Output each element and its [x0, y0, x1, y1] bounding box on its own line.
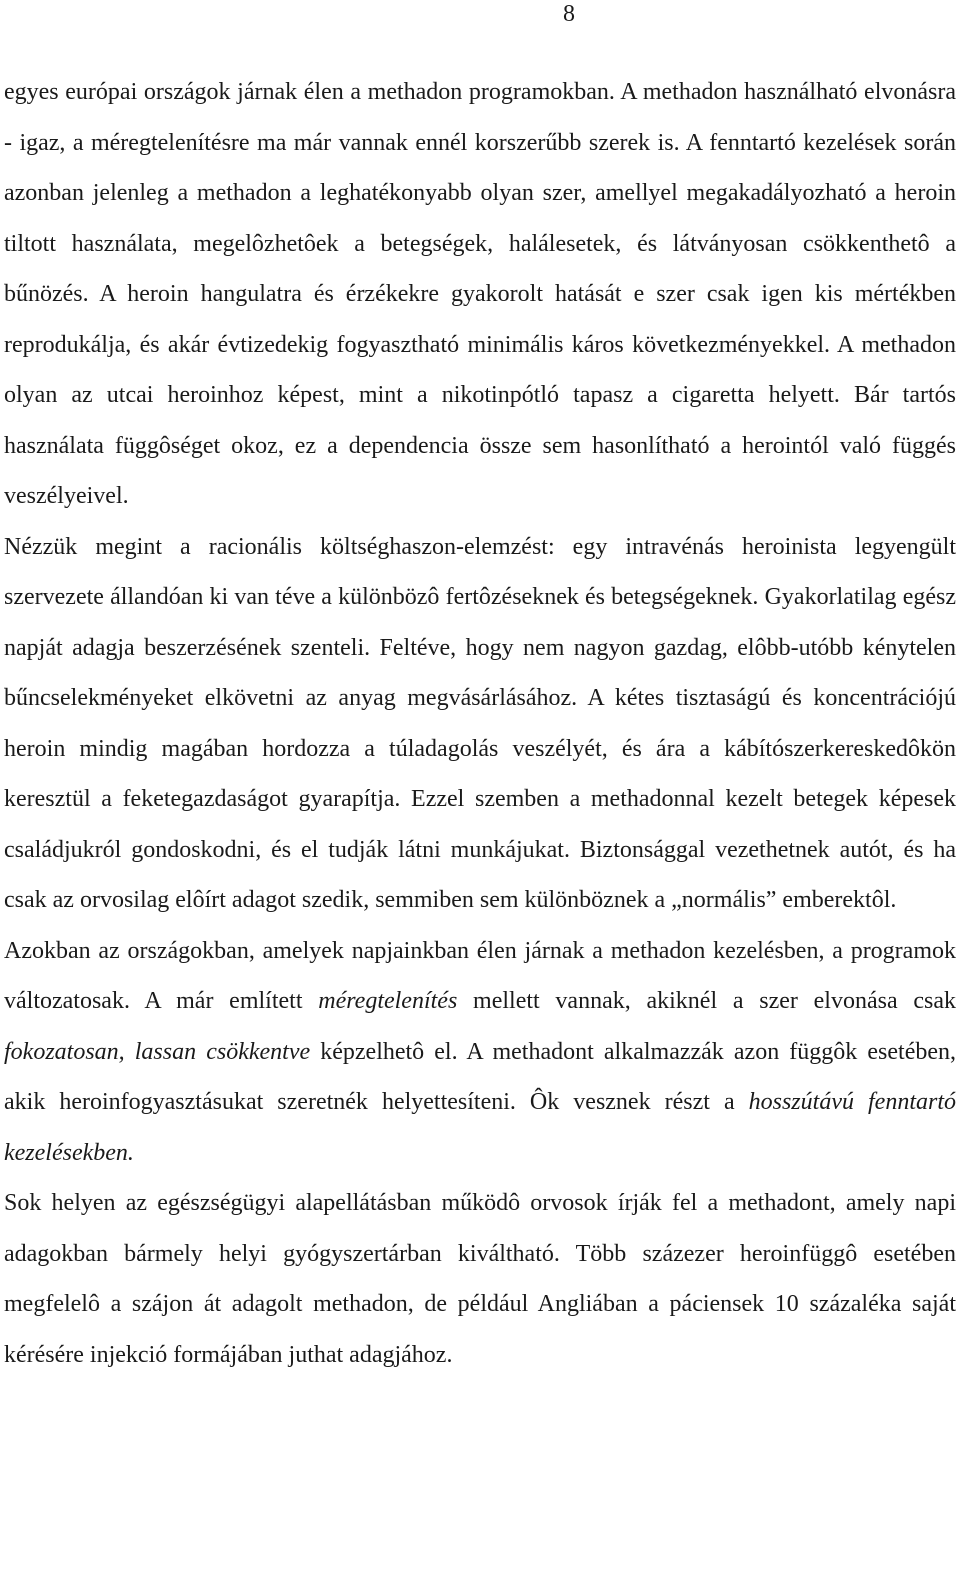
text-run: képzelhetô el. A methadont alkalmazzák azon függôk esetében, akik heroinfogyasztásukat szeretnék helyettesíteni. Ôk vesznek részt a — [4, 1038, 957, 1115]
page-number: 8 — [563, 1, 575, 27]
text-run: Sok helyen az egészségügyi alapellátásban működô orvosok írják fel a methadont, amely napi adagokban bármely helyi gyógyszertárban kiváltható. Több százezer heroinfüggô esetében megfelelô a szájon át adagolt methadon, de például Angliában a páciensek 10 százaléka saját kérésére injekció formájában juthat adagjához. — [4, 1190, 956, 1368]
italic-text: fokozatosan, lassan csökkentve — [4, 1038, 311, 1065]
text-run: egyes európai országok járnak élen a methadon programokban. A methadon használható elvonásra - igaz, a méregtelenítésre ma már vannak ennél korszerűbb szerek is. A fenntartó kezelések során azonban jelenleg a methadon a leghatékonyabb olyan szer, amellyel megakadályozható a heroin tiltott használata, megelôzhetôek a betegségek, halálesetek, és látványosan csökkenthetô a bűnözés. A heroin hangulatra és érzékekre gyakorolt hatását e szer csak igen kis mértékben reprodukálja, és akár évtizedekig fogyasztható minimális káros következményekkel. A methadon olyan az utcai heroinhoz képest, mint a nikotinpótló tapasz a cigaretta helyett. Bár tartós használata függôséget okoz, ez a dependencia össze sem hasonlítható a herointól való függés veszélyeivel. — [4, 79, 956, 509]
body-text — [4, 67, 956, 1380]
paragraph — [4, 67, 956, 522]
paragraph — [4, 1178, 956, 1380]
text-run: Azokban az országokban, amelyek napjainkban élen járnak a methadon kezelésben, a programok változatosak. A már említett — [4, 937, 956, 1014]
text-run: Nézzük megint a racionális költséghaszon-elemzést: egy intravénás heroinista legyengült szervezete állandóan ki van téve a különbözô fertôzéseknek és betegségeknek. Gyakorlatilag egész napját adagja beszerzésének szenteli. Feltéve, hogy nem nagyon gazdag, elôbb-utóbb kénytelen bűncselekményeket elkövetni az anyag megvásárlásához. A kétes tisztaságú és koncentrációjú heroin mindig magában hordozza a túladagolás veszélyét, és ára a kábítószerkereskedôkön keresztül a feketegazdaságot gyarapítja. Ezzel szemben a methadonnal kezelt betegek képesek családjukról gondoskodni, és el tudják látni munkájukat. Biztonsággal vezethetnek autót, és ha csak az orvosilag elôírt adagot szedik, semmiben sem különböznek a „normális” emberektôl. — [4, 533, 956, 913]
italic-text: hosszútávú fenntartó kezelésekben. — [4, 1089, 956, 1166]
text-run: mellett vannak, akiknél a szer elvonása csak — [457, 988, 956, 1014]
paragraph — [4, 926, 956, 1179]
italic-text: méregtelenítés — [318, 988, 458, 1014]
paragraph — [4, 522, 956, 926]
